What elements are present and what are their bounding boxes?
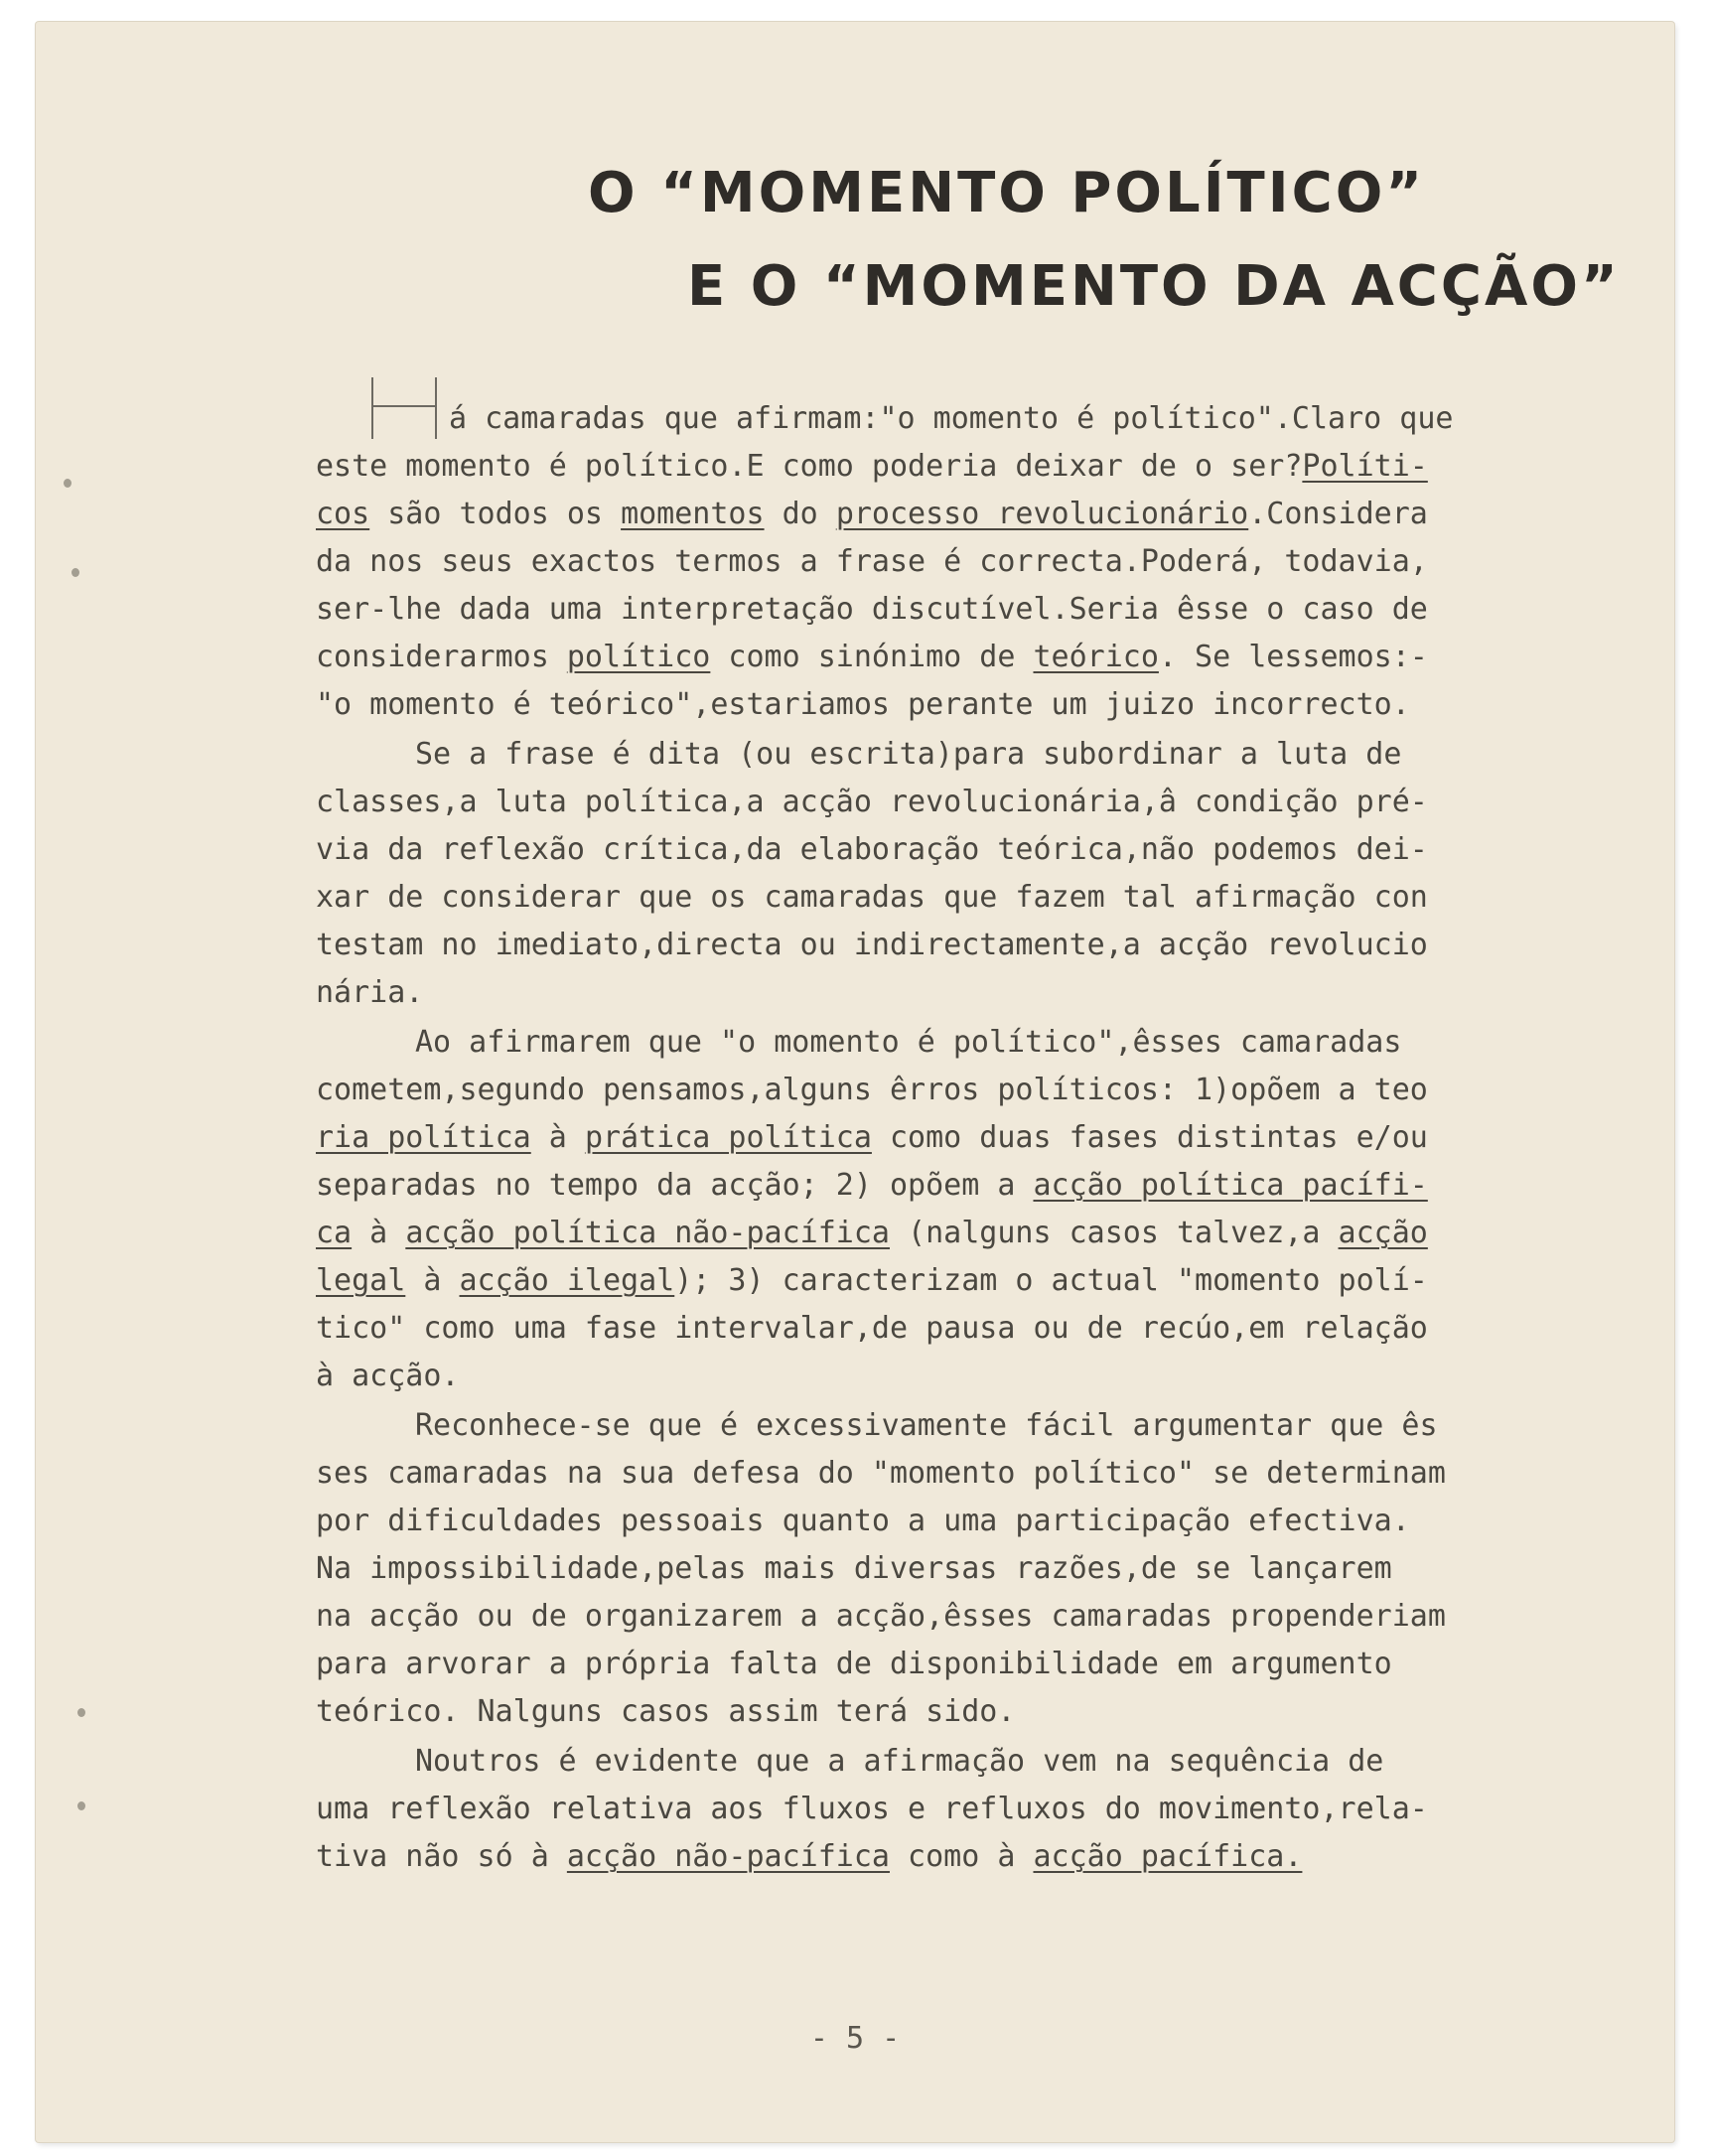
text-segment: considerarmos — [316, 640, 567, 674]
underlined-text: Políti- — [1302, 449, 1428, 484]
text-line — [316, 1593, 1587, 1641]
text-segment: cometem,segundo pensamos,alguns êrros políticos: 1)opõem a teo — [316, 1073, 1428, 1107]
text-segment: uma reflexão relativa aos fluxos e refluxos do movimento,rela- — [316, 1792, 1428, 1826]
text-segment: este momento é político.E como poderia deixar de o ser? — [316, 449, 1303, 484]
text-segment: teórico. Nalguns casos assim terá sido. — [316, 1694, 1016, 1729]
text-segment: (nalguns casos talvez,a — [889, 1216, 1339, 1250]
underlined-text: acção — [1338, 1216, 1428, 1250]
text-segment: . Se lessemos:- — [1158, 640, 1428, 674]
text-segment: à — [405, 1263, 460, 1298]
text-line — [316, 1545, 1587, 1593]
paragraph — [316, 1019, 1587, 1400]
text-line — [316, 1498, 1587, 1545]
text-line — [316, 969, 1587, 1017]
text-line — [316, 1738, 1587, 1786]
punch-hole-mark — [64, 479, 71, 488]
paragraph — [316, 1402, 1587, 1736]
text-line — [316, 1019, 1587, 1067]
text-segment: classes,a luta política,a acção revolucionária,â condição pré- — [316, 785, 1428, 819]
text-segment: para arvorar a própria falta de disponibilidade em argumento — [316, 1647, 1392, 1681]
punch-hole-mark — [71, 568, 79, 577]
text-segment: á camaradas que afirmam:"o momento é político".Claro que — [449, 401, 1454, 436]
underlined-text: teórico — [1033, 640, 1159, 674]
text-line — [316, 1402, 1587, 1450]
text-segment: Se a frase é dita (ou escrita)para subordinar a luta de — [415, 737, 1402, 772]
text-segment: ser-lhe dada uma interpretação discutível.Seria êsse o caso de — [316, 592, 1428, 627]
text-line — [316, 1786, 1587, 1833]
text-line — [316, 443, 1587, 491]
text-line — [316, 634, 1587, 681]
text-segment: Ao afirmarem que "o momento é político",êsses camaradas — [415, 1025, 1402, 1060]
text-line — [316, 874, 1587, 922]
text-line — [316, 1257, 1587, 1305]
text-segment: tico" como uma fase intervalar,de pausa ou de recúo,em relação — [316, 1311, 1428, 1346]
text-line — [316, 586, 1587, 634]
text-line — [316, 1353, 1587, 1400]
text-line — [316, 395, 1587, 443]
underlined-text: cos — [316, 497, 370, 531]
text-line — [316, 681, 1587, 729]
text-segment: à — [352, 1216, 406, 1250]
text-segment: tiva não só à — [316, 1839, 567, 1874]
text-line — [316, 922, 1587, 969]
text-segment: ses camaradas na sua defesa do "momento político" se determinam — [316, 1456, 1446, 1491]
underlined-text: acção ilegal — [459, 1263, 675, 1298]
text-segment: xar de considerar que os camaradas que fazem tal afirmação con — [316, 880, 1428, 915]
underlined-text: acção pacífica. — [1033, 1839, 1303, 1874]
document-body — [316, 395, 1587, 1881]
underlined-text: ca — [316, 1216, 353, 1250]
text-segment: à acção. — [316, 1359, 460, 1393]
punch-hole-mark — [77, 1708, 85, 1717]
text-line — [316, 1641, 1587, 1688]
text-segment: como sinónimo de — [710, 640, 1034, 674]
underlined-text: acção política não-pacífica — [405, 1216, 890, 1250]
underlined-text: ria política — [316, 1120, 531, 1155]
page-number: - 5 - — [809, 2021, 901, 2056]
text-line — [316, 1067, 1587, 1114]
text-segment: como duas fases distintas e/ou — [871, 1120, 1428, 1155]
underlined-text: acção política pacífi- — [1033, 1168, 1428, 1203]
text-segment: separadas no tempo da acção; 2) opõem a — [316, 1168, 1034, 1203]
text-segment: são todos os — [369, 497, 622, 531]
text-segment: Na impossibilidade,pelas mais diversas razões,de se lançarem — [316, 1551, 1392, 1586]
text-line — [316, 538, 1587, 586]
text-segment: "o momento é teórico",estariamos perante um juizo incorrecto. — [316, 687, 1410, 722]
text-segment: nária. — [316, 975, 424, 1010]
page-title-line-2: E O “MOMENTO DA ACÇÃO” — [687, 254, 1621, 319]
underlined-text: acção não-pacífica — [566, 1839, 890, 1874]
text-line — [316, 1833, 1587, 1881]
text-line — [316, 1210, 1587, 1257]
text-line — [316, 1162, 1587, 1210]
underlined-text: prática política — [584, 1120, 872, 1155]
punch-hole-mark — [77, 1801, 85, 1810]
text-segment: do — [764, 497, 836, 531]
paragraph — [316, 1738, 1587, 1881]
text-segment: Reconhece-se que é excessivamente fácil argumentar que ês — [415, 1408, 1438, 1443]
page-title-line-1: O “MOMENTO POLÍTICO” — [588, 161, 1426, 225]
text-line — [316, 1114, 1587, 1162]
text-line — [316, 491, 1587, 538]
text-line — [316, 1450, 1587, 1498]
paragraph — [316, 731, 1587, 1017]
text-line — [316, 731, 1587, 779]
underlined-text: momentos — [621, 497, 765, 531]
text-segment: via da reflexão crítica,da elaboração teórica,não podemos dei- — [316, 832, 1428, 867]
text-segment: da nos seus exactos termos a frase é correcta.Poderá, todavia, — [316, 544, 1428, 579]
paragraph — [316, 395, 1587, 729]
text-line — [316, 779, 1587, 826]
text-line — [316, 826, 1587, 874]
text-segment: ); 3) caracterizam o actual "momento polí- — [674, 1263, 1428, 1298]
text-line — [316, 1305, 1587, 1353]
text-segment: Noutros é evidente que a afirmação vem na sequência de — [415, 1744, 1384, 1779]
underlined-text: processo revolucionário — [835, 497, 1249, 531]
text-segment: testam no imediato,directa ou indirectamente,a acção revolucio — [316, 928, 1428, 962]
text-segment: por dificuldades pessoais quanto a uma participação efectiva. — [316, 1504, 1410, 1538]
text-segment: como à — [889, 1839, 1034, 1874]
underlined-text: político — [566, 640, 711, 674]
text-segment: à — [530, 1120, 585, 1155]
text-segment: na acção ou de organizarem a acção,êsses camaradas propenderiam — [316, 1599, 1446, 1634]
underlined-text: legal — [316, 1263, 406, 1298]
text-line — [316, 1688, 1587, 1736]
text-segment: .Considera — [1248, 497, 1428, 531]
